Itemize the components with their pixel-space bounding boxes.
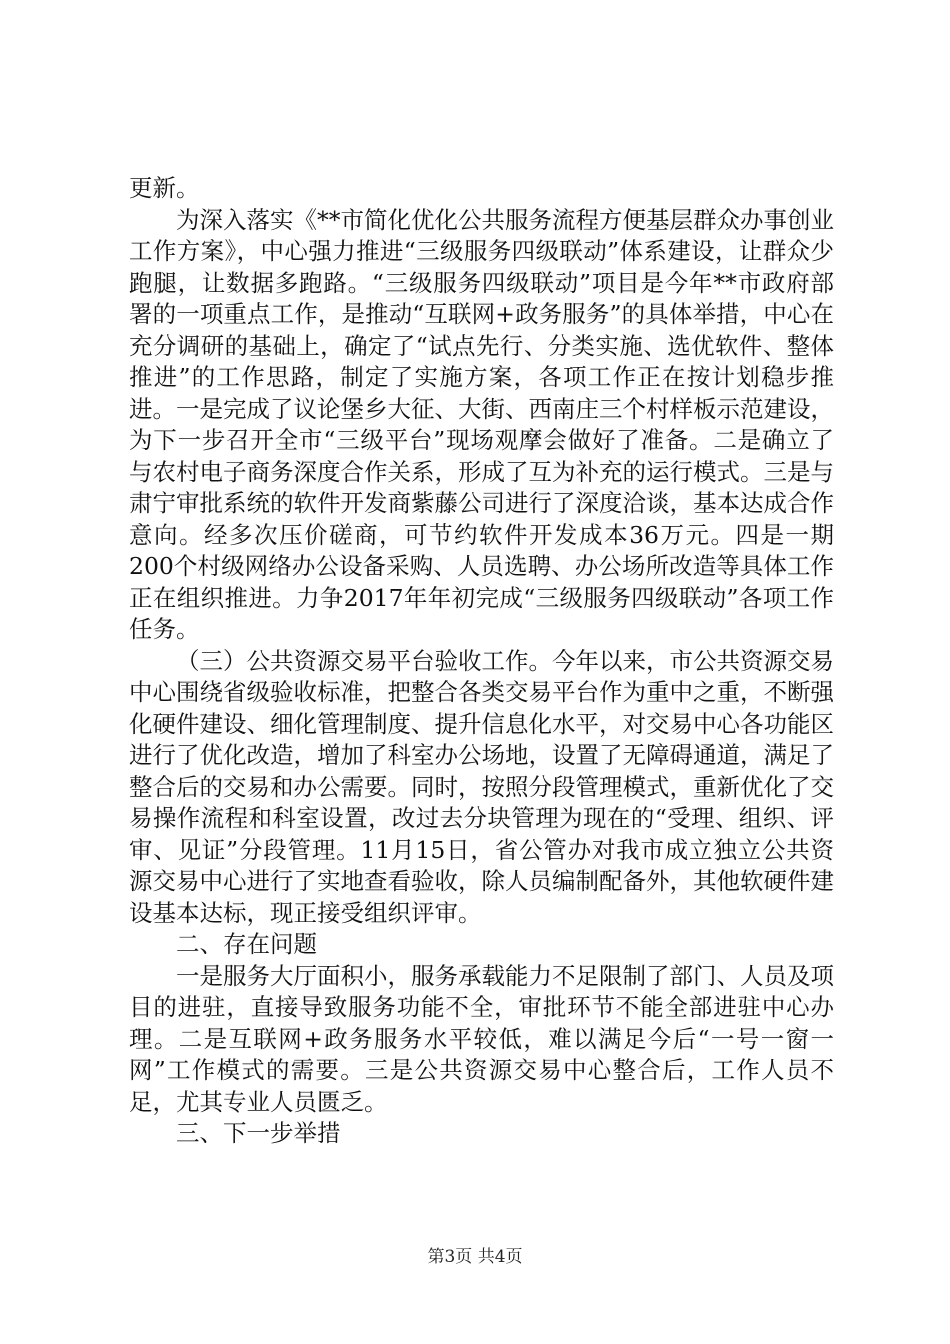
section-heading-problems: 二、存在问题 xyxy=(176,930,317,958)
paragraph-problems: 一是服务大厅面积小，服务承载能力不足限制了部门、人员及项目的进驻，直接导致服务功能不全，审批环节不能全部进驻中心办理。二是互联网+政务服务水平较低，难以满足今后“一号一窗一网”工作模式的需要。三是公共资源交易中心整合后，工作人员不足，尤其专业人员匮乏。 xyxy=(129,961,834,1116)
paragraph-continuation: 更新。 xyxy=(129,174,200,202)
page-footer xyxy=(0,1246,950,1268)
section-heading-next-steps: 三、下一步举措 xyxy=(176,1119,341,1147)
paragraph-three-level-service: 为深入落实《**市简化优化公共服务流程方便基层群众办事创业工作方案》，中心强力推进“三级服务四级联动”体系建设，让群众少跑腿，让数据多跑路。“三级服务四级联动”项目是今年**市政府部署的一项重点工作，是推动“互联网+政务服务”的具体举措，中心在充分调研的基础上，确定了“试点先行、分类实施、选优软件、整体推进”的工作思路，制定了实施方案，各项工作正在按计划稳步推进。一是完成了议论堡乡大征、大街、西南庄三个村样板示范建设，为下一步召开全市“三级平台”现场观摩会做好了准备。二是确立了与农村电子商务深度合作关系，形成了互为补充的运行模式。三是与肃宁审批系统的软件开发商紫藤公司进行了深度洽谈，基本达成合作意向。经多次压价磋商，可节约软件开发成本36万元。四是一期200个村级网络办公设备采购、人员选聘、办公场所改造等具体工作正在组织推进。力争2017年年初完成“三级服务四级联动”各项工作任务。 xyxy=(129,205,834,643)
paragraph-public-resource-platform: （三）公共资源交易平台验收工作。今年以来，市公共资源交易中心围绕省级验收标准，把整合各类交易平台作为重中之重，不断强化硬件建设、细化管理制度、提升信息化水平，对交易中心各功能区进行了优化改造，增加了科室办公场地，设置了无障碍通道，满足了整合后的交易和办公需要。同时，按照分段管理模式，重新优化了交易操作流程和科室设置，改过去分块管理为现在的“受理、组织、评审、见证”分段管理。11月15日，省公管办对我市成立独立公共资源交易中心进行了实地查看验收，除人员编制配备外，其他软硬件建设基本达标，现正接受组织评审。 xyxy=(129,646,834,927)
page-number: 第3页 共4页 xyxy=(427,1247,523,1267)
document-body xyxy=(129,173,834,1150)
